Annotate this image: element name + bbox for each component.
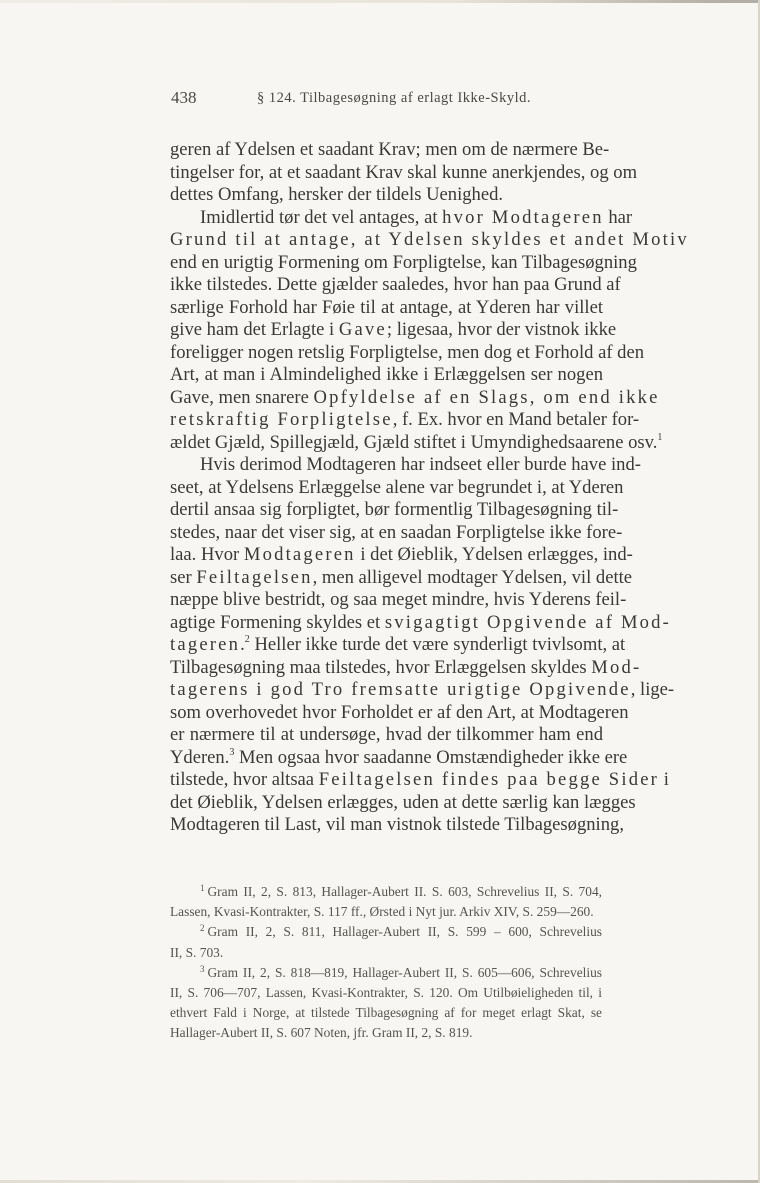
footnote-ref[interactable]: 1 [657, 431, 663, 443]
text-fragment: , lige- [630, 679, 675, 700]
footnote-ref[interactable]: 3 [229, 746, 235, 758]
footnote-text: Gram II, 2, S. 811, Hallager-Aubert II, S. 599 – 600, Schrevelius [207, 924, 602, 940]
text-fragment: Gave, men snarere [170, 386, 314, 408]
footnote-text: Gram II, 2, S. 818—819, Hallager-Aubert II, S. 605—606, Schrevelius [207, 964, 602, 980]
text-line: stedes, naar det viser sig, at en saadan Forpligtelse ikke fore- [170, 521, 623, 543]
footnote-3-cont: II, S. 706—707, Lassen, Kvasi-Kontrakter, S. 120. Om Utilbøieligheden til, i [170, 984, 602, 1000]
spaced-emphasis: svigagtigt Opgivende af Mod- [384, 611, 672, 633]
text-fragment: agtige Formening skyldes et [170, 611, 385, 633]
text-line [170, 409, 640, 432]
spaced-emphasis: Ydelsen skyldes et andet Motiv [388, 229, 689, 250]
spaced-emphasis: tagerens i god Tro fremsatte urigtige Opgivende [170, 679, 631, 700]
footnote-text: Gram II, 2, S. 813, Hallager-Aubert II. S. 603, Schrevelius II, S. 704, [207, 884, 602, 899]
spaced-emphasis: Feiltagelsen [196, 566, 313, 588]
spaced-emphasis: hvor Modtageren [442, 206, 604, 228]
text-fragment: ser [170, 566, 197, 588]
text-fragment: . [240, 634, 245, 655]
footnotes [170, 882, 602, 1044]
footnote-3 [170, 963, 602, 983]
spaced-emphasis: Feiltagelsen findes paa begge Sider [318, 769, 660, 790]
text-line [170, 431, 663, 455]
page-number: 438 [171, 88, 197, 107]
text-line: geren af Ydelsen et saadant Krav; men om de nærmere Be- [170, 139, 610, 160]
text-fragment: ; ligesaa, hvor der vistnok ikke [386, 319, 617, 340]
text-line [170, 656, 642, 680]
text-line [170, 544, 633, 567]
text-line [170, 679, 675, 702]
text-line: ikke tilstedes. Dette gjælder saaledes, hvor han paa Grund af [170, 274, 621, 295]
text-line [170, 769, 669, 792]
spaced-emphasis: Opfyldelse af en Slags, om end ikke [313, 386, 660, 408]
text-line: dertil ansaa sig forpligtet, bør formentlig Tilbagesøgning til- [170, 499, 619, 520]
body-text [170, 139, 689, 837]
text-line: dettes Omfang, hersker der tildels Uenighed. [170, 184, 504, 205]
text-fragment: Men ogsaa hvor saadanne Omstændigheder ikke ere [239, 746, 628, 768]
footnote-mark: 2 [200, 923, 205, 934]
text-fragment: , men alligevel modtager Ydelsen, vil dette [312, 566, 633, 588]
text-line: seet, at Ydelsens Erlæggelse alene var begrundet i, at Yderen [170, 476, 624, 498]
footnote-ref[interactable]: 2 [244, 634, 250, 645]
text-line [170, 746, 628, 770]
text-fragment: give ham det Erlagte i [170, 319, 339, 340]
text-fragment: , at [350, 229, 389, 250]
text-fragment: i det Øieblik, Ydelsen erlægges, ind- [355, 544, 633, 565]
text-line: Modtageren til Last, vil man vistnok tilstede Tilbagesøgning, [170, 814, 624, 835]
spaced-emphasis: Mod- [591, 656, 642, 678]
text-fragment: , f. Ex. hvor en Mand betaler for- [392, 409, 640, 430]
footnote-1 [170, 882, 602, 902]
footnote-1-cont: Lassen, Kvasi-Kontrakter, S. 117 ff., Ørsted i Nyt jur. Arkiv XIV, S. 259—260. [170, 904, 594, 920]
spaced-emphasis: Gave [338, 319, 387, 340]
text-fragment: Tilbagesøgning maa tilstedes, hvor Erlæggelsen skyldes [170, 656, 592, 678]
footnote-3-cont: ethvert Fald i Norge, at tilstede Tilbagesøgning af for meget erlagt Skat, se [170, 1005, 602, 1021]
text-line: Art, at man i Almindelighed ikke i Erlæggelsen ser nogen [170, 364, 603, 385]
text-line: næppe blive bestridt, og saa meget mindre, hvis Yderens feil- [170, 589, 627, 610]
text-fragment: har [603, 206, 633, 228]
text-fragment: Heller ikke turde det være synderligt tvivlsomt, at [254, 634, 626, 655]
text-line: det Øieblik, Ydelsen erlægges, uden at dette særlig kan lægges [170, 791, 636, 813]
text-fragment: laa. Hvor [170, 544, 244, 565]
text-line [170, 229, 689, 252]
text-line [170, 319, 617, 342]
spaced-emphasis: tageren [170, 634, 241, 655]
text-line: end en urigtig Formening om Forpligtelse, kan Tilbagesøgning [170, 251, 637, 273]
text-line [170, 611, 672, 635]
spaced-emphasis: retskraftig Forpligtelse [170, 409, 393, 430]
text-line: som overhovedet hvor Forholdet er af den Art, at Modtageren [170, 701, 629, 723]
running-head [171, 88, 611, 110]
footnote-2-cont: II, S. 703. [170, 944, 224, 960]
footnote-3-cont: Hallager-Aubert II, S. 607 Noten, jfr. Gram II, 2, S. 819. [170, 1025, 473, 1041]
text-line: er nærmere til at undersøge, hvad der tilkommer ham end [170, 724, 603, 745]
footnote-2 [170, 922, 602, 942]
footnote-mark: 3 [200, 963, 205, 974]
text-fragment: i [659, 769, 669, 790]
text-line [170, 566, 633, 590]
text-line: foreligger nogen retslig Forpligtelse, men dog et Forhold af den [170, 341, 645, 363]
paragraph-start-line: Hvis derimod Modtageren har indseet eller burde have ind- [200, 454, 641, 475]
section-title: § 124. Tilbagesøgning af erlagt Ikke-Skyld. [257, 90, 532, 106]
text-fragment: ældet Gjæld, Spillegjæld, Gjæld stiftet i Umyndighedsaarene osv. [170, 431, 658, 453]
text-fragment: tilstede, hvor altsaa [170, 769, 319, 790]
text-line [170, 634, 626, 657]
page-edge-top [0, 0, 760, 3]
footnote-mark: 1 [200, 883, 205, 893]
spaced-emphasis: Grund til at antage [170, 229, 351, 250]
paragraph-start-line [170, 206, 633, 230]
text-line: særlige Forhold har Føie til at antage, at Yderen har villet [170, 296, 603, 318]
text-fragment: Imidlertid tør det vel antages, at [200, 206, 443, 228]
text-line [170, 386, 660, 410]
text-line: tingelser for, at et saadant Krav skal kunne anerkjendes, og om [170, 161, 638, 183]
spaced-emphasis: Modtageren [243, 544, 356, 565]
text-fragment: Yderen. [170, 746, 230, 768]
